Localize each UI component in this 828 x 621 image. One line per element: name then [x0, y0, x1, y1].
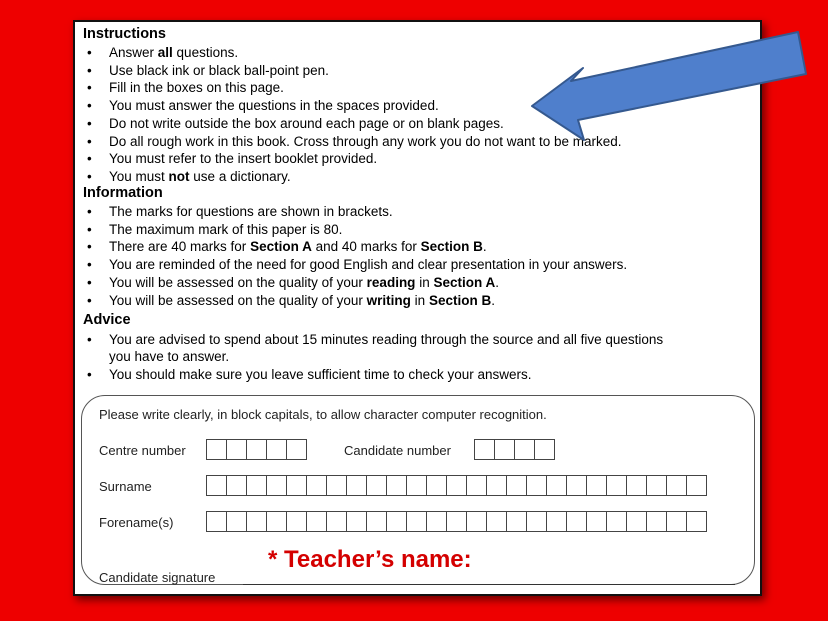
instruction-text: You must refer to the insert booklet provided.	[109, 151, 378, 167]
bullet: •	[87, 98, 92, 114]
bullet: •	[87, 367, 92, 382]
bullet: •	[87, 257, 92, 273]
bullet: •	[87, 221, 92, 237]
instruction-text: You must answer the questions in the spaces provided.	[109, 98, 439, 114]
information-text: The marks for questions are shown in brackets.	[109, 204, 393, 219]
information-text: You will be assessed on the quality of your reading in Section A.	[109, 274, 499, 290]
bullet: •	[87, 239, 92, 255]
advice-item-line: You are advised to spend about 15 minutes reading through the source and all five questions	[109, 332, 664, 347]
bullet: •	[87, 274, 92, 290]
instruction-text: Do not write outside the box around each page or on blank pages.	[109, 115, 504, 131]
bullet: •	[87, 168, 92, 184]
surname-label: Surname	[99, 479, 152, 494]
instruction-text: Answer all questions.	[109, 45, 239, 60]
information-heading: Information	[83, 185, 163, 201]
forename-label: Forename(s)	[99, 515, 174, 530]
instruction-text: You must not use a dictionary.	[109, 168, 291, 184]
bullet: •	[87, 151, 92, 167]
information-text: You are reminded of the need for good English and clear presentation in your answers.	[109, 257, 628, 273]
information-text: The maximum mark of this paper is 80.	[109, 221, 343, 237]
instruction-text: Fill in the boxes on this page.	[109, 80, 284, 96]
centre-number-label: Centre number	[99, 443, 186, 458]
bullet: •	[87, 115, 92, 131]
teacher-name-note: * Teacher’s name:	[268, 546, 472, 573]
bullet: •	[87, 45, 92, 60]
candidate-number-label: Candidate number	[344, 443, 451, 458]
advice-heading: Advice	[83, 312, 131, 328]
advice-item-text: You should make sure you leave sufficient time to check your answers.	[109, 367, 532, 382]
instruction-text: Do all rough work in this book. Cross through any work you do not want to be marked.	[109, 133, 622, 149]
bullet: •	[87, 292, 92, 308]
instructions-heading: Instructions	[83, 26, 166, 42]
bullet: •	[87, 80, 92, 96]
candidate-signature-label: Candidate signature	[99, 570, 216, 585]
bullet: •	[87, 133, 92, 149]
information-text: There are 40 marks for Section A and 40 marks for Section B.	[109, 239, 487, 255]
bullet: •	[87, 204, 92, 219]
information-text: You will be assessed on the quality of your writing in Section B.	[109, 292, 495, 308]
bullet: •	[87, 332, 92, 347]
form-intro: Please write clearly, in block capitals, to allow character computer recognition.	[99, 407, 547, 422]
bullet: •	[87, 62, 92, 78]
instruction-text: Use black ink or black ball-point pen.	[109, 62, 329, 78]
advice-item-line: you have to answer.	[109, 349, 230, 364]
